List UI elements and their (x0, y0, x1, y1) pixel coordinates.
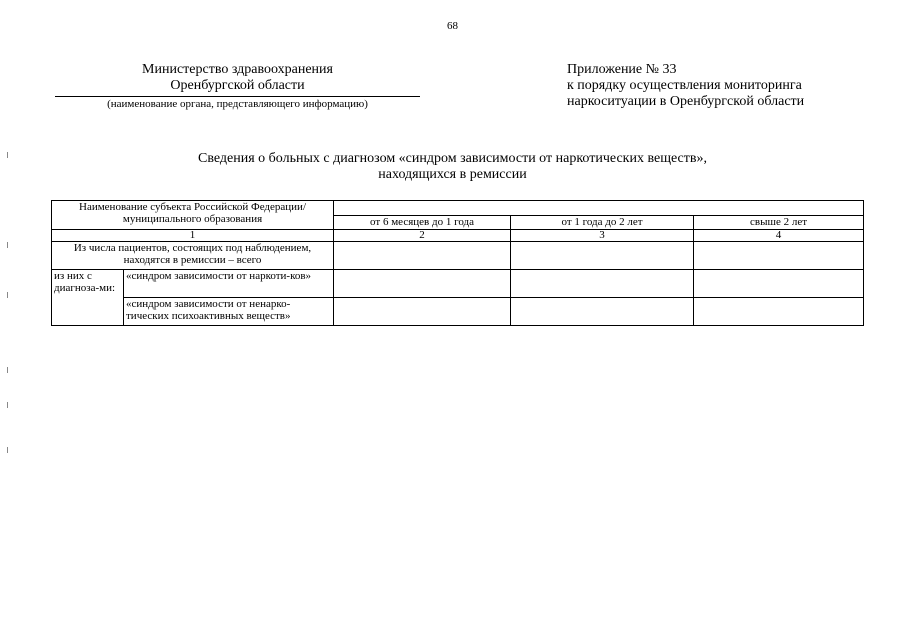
column-number-1: 1 (52, 230, 334, 242)
appendix-line2: к порядку осуществления мониторинга (567, 78, 802, 93)
cell-drug-1y-2y[interactable] (511, 270, 694, 298)
appendix-number: Приложение № 33 (567, 62, 677, 77)
organization-block (55, 62, 420, 111)
row-drug-dependence-label: «синдром зависимости от наркоти-ков» (124, 270, 334, 298)
scan-margin-mark (7, 242, 8, 248)
header-subject: Наименование субъекта Российской Федерации/ муниципального образования (52, 201, 334, 230)
cell-total-6m-1y[interactable] (334, 242, 511, 270)
appendix-block (567, 62, 804, 110)
cell-drug-6m-1y[interactable] (334, 270, 511, 298)
cell-total-over-2y[interactable] (694, 242, 864, 270)
document-title-line1: Сведения о больных с диагнозом «синдром зависимости от наркотических веществ», (198, 151, 707, 166)
appendix-line3: наркоситуации в Оренбургской области (567, 94, 805, 109)
organization-name-line2: Оренбургской области (170, 78, 305, 93)
column-number-4: 4 (694, 230, 864, 242)
scan-margin-mark (7, 152, 8, 158)
document-title (0, 151, 905, 183)
document-title-line2: находящихся в ремиссии (378, 167, 527, 182)
column-number-2: 2 (334, 230, 511, 242)
row-total-label: Из числа пациентов, состоящих под наблюдением, находятся в ремиссии – всего (52, 242, 334, 270)
scan-margin-mark (7, 447, 8, 453)
organization-underline (55, 96, 420, 97)
page-number: 68 (447, 20, 458, 32)
organization-name-line1: Министерство здравоохранения (142, 62, 333, 77)
header-col-1y-2y: от 1 года до 2 лет (511, 216, 694, 230)
row-nondrug-dependence-label: «синдром зависимости от ненарко-тических психоактивных веществ» (124, 298, 334, 326)
cell-nondrug-6m-1y[interactable] (334, 298, 511, 326)
cell-nondrug-over-2y[interactable] (694, 298, 864, 326)
header-col-6m-1y: от 6 месяцев до 1 года (334, 216, 511, 230)
row-group-label: из них с диагноза-ми: (52, 270, 124, 326)
scan-margin-mark (7, 292, 8, 298)
scan-margin-mark (7, 402, 8, 408)
column-number-3: 3 (511, 230, 694, 242)
remission-table (51, 200, 864, 326)
cell-drug-over-2y[interactable] (694, 270, 864, 298)
header-blank (334, 201, 864, 216)
organization-caption: (наименование органа, представляющего информацию) (107, 98, 368, 110)
header-col-over-2y: свыше 2 лет (694, 216, 864, 230)
cell-nondrug-1y-2y[interactable] (511, 298, 694, 326)
scan-margin-mark (7, 367, 8, 373)
cell-total-1y-2y[interactable] (511, 242, 694, 270)
